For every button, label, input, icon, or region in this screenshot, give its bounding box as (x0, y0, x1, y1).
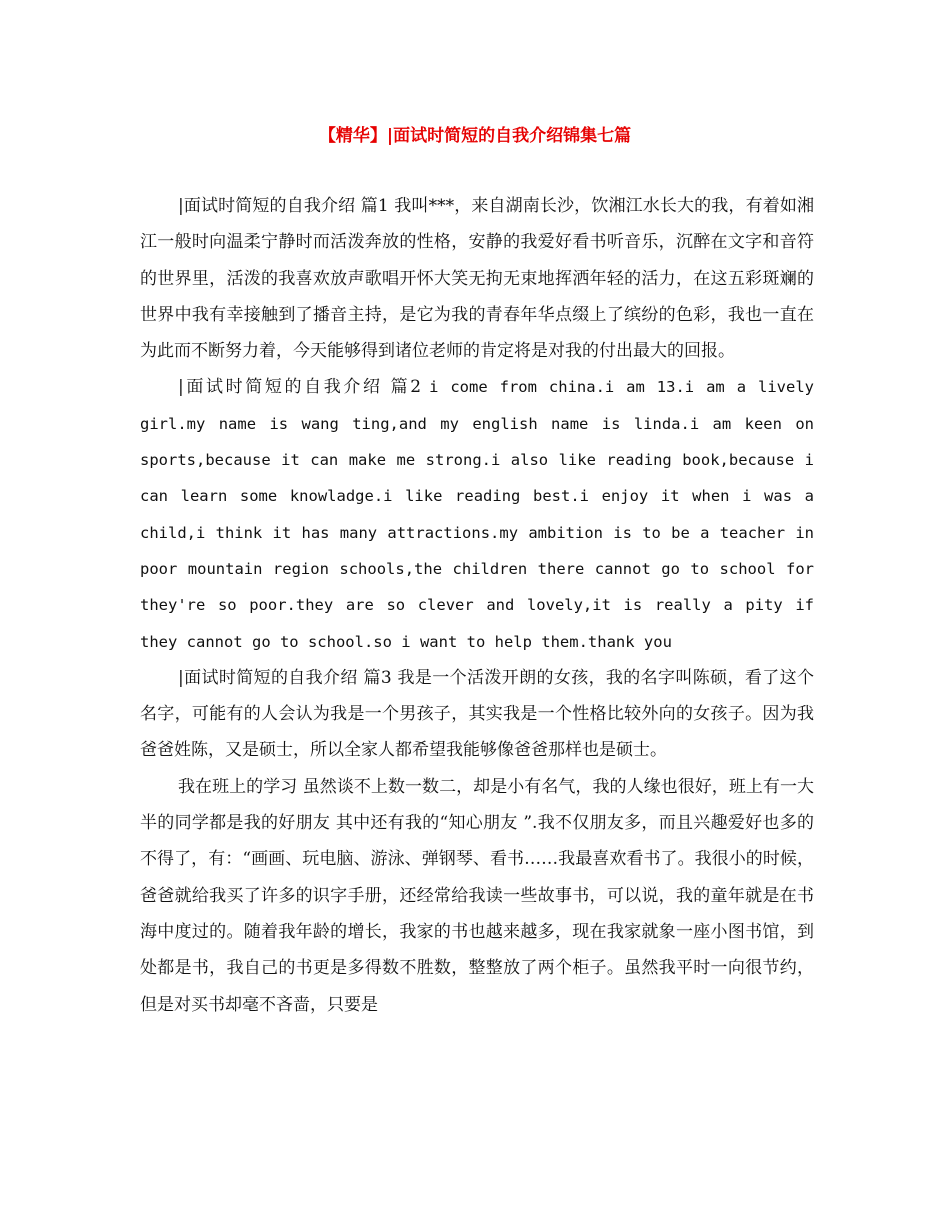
paragraph-1: |面试时简短的自我介绍 篇1 我叫***，来自湖南长沙，饮湘江水长大的我，有着如湘江一般时向温柔宁静时而活泼奔放的性格，安静的我爱好看书听音乐，沉醉在文字和音符的世界里，活泼的我喜欢放声歌唱开怀大笑无拘无束地挥洒年轻的活力，在这五彩斑斓的世界中我有幸接触到了播音主持，是它为我的青春年华点缀上了缤纷的色彩，我也一直在为此而不断努力着，今天能够得到诸位老师的肯定将是对我的付出最大的回报。 (140, 196, 814, 362)
paragraph-3: |面试时简短的自我介绍 篇3 我是一个活泼开朗的女孩，我的名字叫陈硕，看了这个名字，可能有的人会认为我是一个男孩子，其实我是一个性格比较外向的女孩子。因为我爸爸姓陈，又是硕士，所以全家人都希望我能够像爸爸那样也是硕士。 (140, 667, 814, 761)
paragraph-2-heading: |面试时简短的自我介绍 篇2 (178, 377, 430, 398)
paragraph-4: 我在班上的学习 虽然谈不上数一数二，却是小有名气，我的人缘也很好，班上有一大半的同学都是我的好朋友 其中还有我的“知心朋友 ”.我不仅朋友多，而且兴趣爱好也多的不得了，有：“画画、玩电脑、游泳、弹钢琴、看书……我最喜欢看书了。我很小的时候，爸爸就给我买了许多的识字手册，还经常给我读一些故事书，可以说，我的童年就是在书海中度过的。随着我年龄的增长，我家的书也越来越多，现在我家就象一座小图书馆，到处都是书，我自己的书更是多得数不胜数，整整放了两个柜子。虽然我平时一向很节约，但是对买书却毫不吝啬，只要是 (140, 776, 814, 1015)
paragraph-2-text: i come from china.i am 13.i am a lively girl.my name is wang ting,and my english name is linda.i am keen on sports,because it can make me strong.i also like reading book,because i can learn some knowladge.i like reading best.i enjoy it when i was a child,i think it has many attractions.my ambition is to be a teacher in poor mountain region schools,the children there cannot go to school for they're so poor.they are so clever and lovely,it is really a pity if they cannot go to school.so i want to help them.thank you (140, 378, 814, 651)
paragraph-2 (140, 369, 814, 659)
document-title: 【精华】|面试时简短的自我介绍锦集七篇 (318, 126, 632, 146)
document-body (140, 188, 814, 1023)
